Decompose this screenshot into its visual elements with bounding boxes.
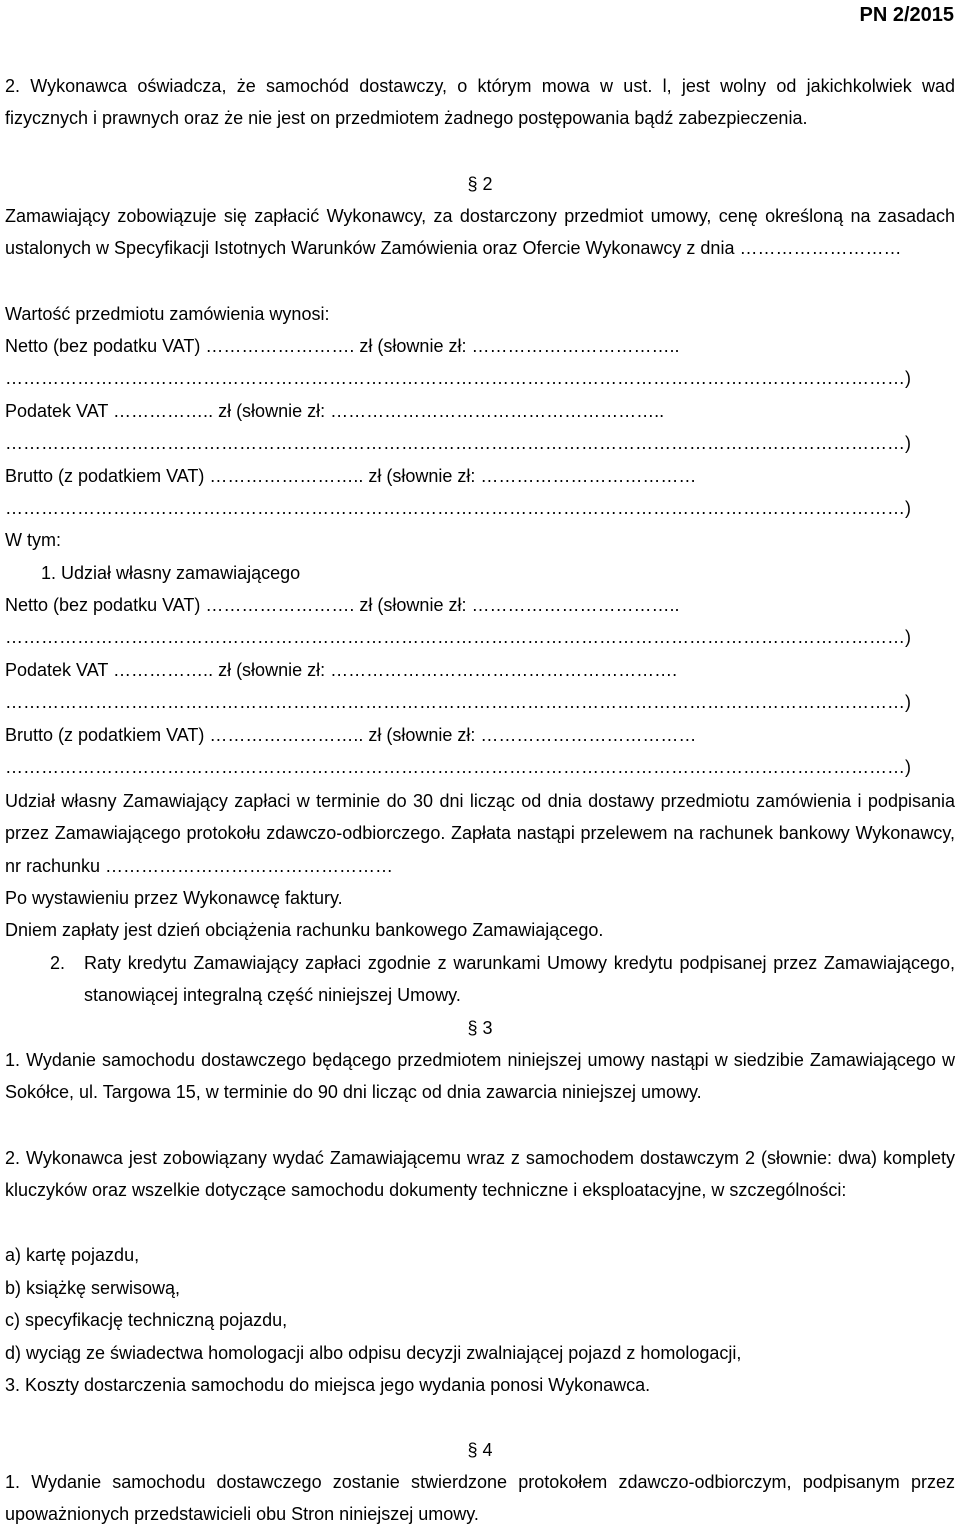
section-heading-4: § 4 bbox=[467, 1440, 493, 1460]
amount-words-close-line: ……………………………………………………………………………………………………………………………………) bbox=[5, 627, 911, 647]
vat-line: Podatek VAT …………….. zł (słownie zł: …………………………………………………. bbox=[5, 660, 678, 680]
payment-day-line: Dniem zapłaty jest dzień obciążenia rachunku bankowego Zamawiającego. bbox=[5, 920, 604, 940]
brutto-line: Brutto (z podatkiem VAT) …………………….. zł (słownie zł: ……………………………… bbox=[5, 466, 697, 486]
list-item-credit-installments bbox=[5, 947, 955, 1013]
amount-words-close-line: ……………………………………………………………………………………………………………………………………) bbox=[5, 692, 911, 712]
document-code: PN 2/2015 bbox=[859, 4, 954, 26]
paragraph-payment-obligation: Zamawiający zobowiązuje się zapłacić Wykonawcy, za dostarczony przedmiot umowy, cenę określoną na zasadach ustalonych w Specyfikacji Istotnych Warunków Zamówienia oraz Ofercie Wykonawcy z dnia ……………………… bbox=[5, 206, 955, 259]
list-text: Raty kredytu Zamawiający zapłaci zgodnie z warunkami Umowy kredytu podpisanej przez Zamawiającego, stanowiącej integralną część niniejszej Umowy. bbox=[84, 953, 955, 1006]
list-item-b: b) książkę serwisową, bbox=[5, 1278, 181, 1298]
paragraph-delivery-place: 1. Wydanie samochodu dostawczego będącego przedmiotem niniejszej umowy nastąpi w siedzibie Zamawiającego w Sokółce, ul. Targowa 15, w terminie do 90 dni licząc od dnia zawarcia niniejszej umowy. bbox=[5, 1050, 955, 1103]
list-item-a: a) kartę pojazdu, bbox=[5, 1245, 140, 1265]
amount-words-close-line: ……………………………………………………………………………………………………………………………………) bbox=[5, 433, 911, 453]
paragraph-delivery-cost: 3. Koszty dostarczenia samochodu do miejsca jego wydania ponosi Wykonawca. bbox=[5, 1375, 651, 1395]
amount-words-close-line: ……………………………………………………………………………………………………………………………………) bbox=[5, 757, 911, 777]
paragraph-own-share-payment: Udział własny Zamawiający zapłaci w terminie do 30 dni licząc od dnia dostawy przedmiotu zamówienia i podpisania przez Zamawiającego protokołu zdawczo-odbiorczego. Zapłata nastąpi przelewem na rachunek bankowy Wykonawcy, nr rachunku ………………………………………… bbox=[5, 791, 955, 876]
vat-line: Podatek VAT …………….. zł (słownie zł: ……………………………………………….. bbox=[5, 401, 665, 421]
brutto-line: Brutto (z podatkiem VAT) …………………….. zł (słownie zł: ……………………………… bbox=[5, 725, 697, 745]
netto-line: Netto (bez podatku VAT) ……………………. zł (słownie zł: …………………………….. bbox=[5, 336, 680, 356]
value-label: Wartość przedmiotu zamówienia wynosi: bbox=[5, 304, 330, 324]
section-heading-2: § 2 bbox=[467, 174, 493, 194]
list-item-c: c) specyfikację techniczną pojazdu, bbox=[5, 1310, 288, 1330]
amount-words-close-line: ……………………………………………………………………………………………………………………………………) bbox=[5, 368, 911, 388]
netto-line: Netto (bez podatku VAT) ……………………. zł (słownie zł: …………………………….. bbox=[5, 595, 680, 615]
paragraph-handover-protocol: 1. Wydanie samochodu dostawczego zostanie stwierdzone protokołem zdawczo-odbiorczym, podpisanym przez upoważnionych przedstawicieli obu Stron niniejszej umowy. bbox=[5, 1472, 955, 1525]
section-heading-3: § 3 bbox=[467, 1018, 493, 1038]
paragraph-warranty: 2. Wykonawca oświadcza, że samochód dostawczy, o którym mowa w ust. l, jest wolny od jakichkolwiek wad fizycznych i prawnych oraz że nie jest on przedmiotem żadnego postępowania bądź zabezpieczenia. bbox=[5, 76, 955, 129]
w-tym-label: W tym: bbox=[5, 530, 61, 550]
invoice-line: Po wystawieniu przez Wykonawcę faktury. bbox=[5, 888, 343, 908]
paragraph-documents: 2. Wykonawca jest zobowiązany wydać Zamawiającemu wraz z samochodem dostawczym 2 (słownie: dwa) komplety kluczyków oraz wszelkie dotyczące samochodu dokumenty techniczne i eksploatacyjne, w szczególności: bbox=[5, 1148, 955, 1201]
list-number: 2. bbox=[50, 953, 66, 973]
list-item-own-share: 1. Udział własny zamawiającego bbox=[41, 563, 301, 583]
amount-words-close-line: ……………………………………………………………………………………………………………………………………) bbox=[5, 498, 911, 518]
list-item-d: d) wyciąg ze świadectwa homologacji albo odpisu decyzji zwalniającej pojazd z homologacji, bbox=[5, 1343, 742, 1363]
